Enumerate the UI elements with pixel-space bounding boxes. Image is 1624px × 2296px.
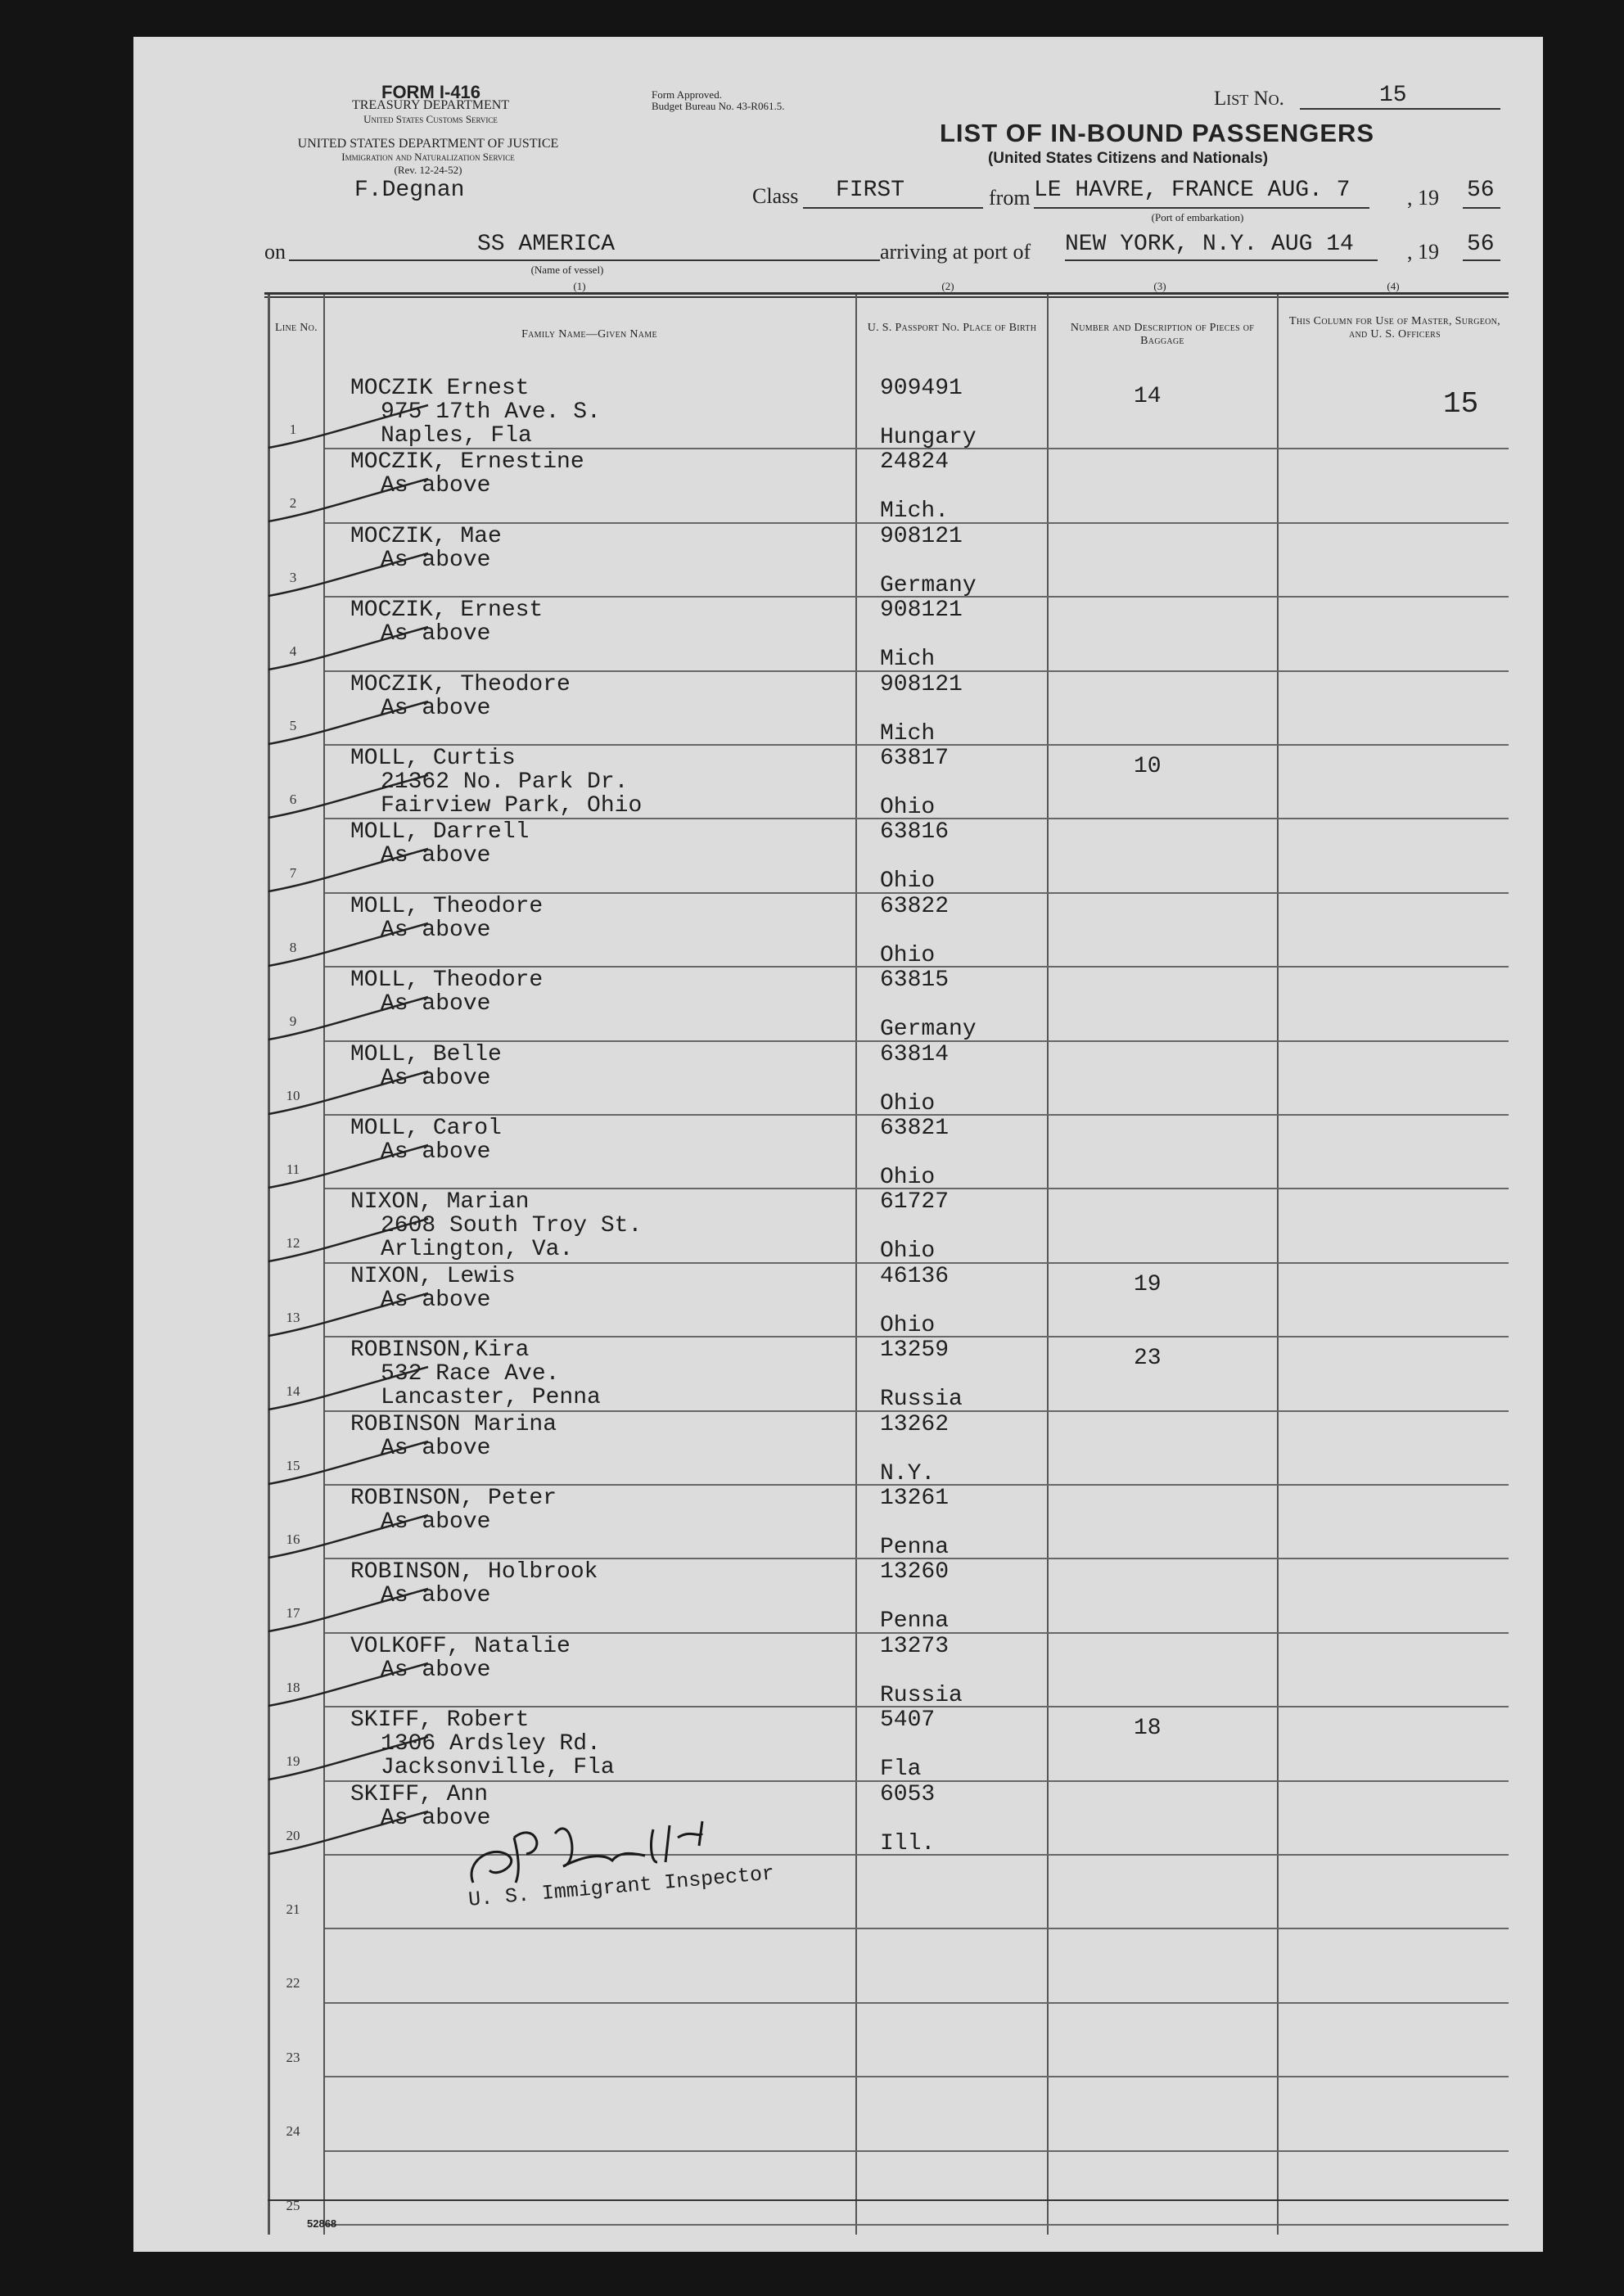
- line-number: 25: [286, 2197, 300, 2213]
- check-mark-icon: [264, 695, 436, 752]
- passenger-address-2: Naples, Fla: [381, 423, 532, 449]
- form-title: LIST OF IN-BOUND PASSENGERS: [940, 119, 1375, 147]
- line-number: 9: [289, 1013, 297, 1030]
- passenger-address-2: Fairview Park, Ohio: [381, 793, 643, 819]
- check-mark-icon: [264, 1212, 436, 1270]
- col-header-passport: U. S. Passport No. Place of Birth: [867, 322, 1037, 334]
- class-label: Class: [752, 184, 799, 208]
- form-revision: (Rev. 12-24-52): [394, 164, 462, 176]
- passport-number: 63822: [880, 893, 950, 919]
- check-mark-icon: [264, 1287, 436, 1344]
- check-mark-icon: [264, 1730, 436, 1788]
- passenger-address-2: Lancaster, Penna: [381, 1385, 601, 1411]
- passenger-name: MOCZIK, Ernestine: [350, 449, 584, 476]
- passenger-name: VOLKOFF, Natalie: [350, 1633, 571, 1659]
- check-mark-icon: [264, 1139, 436, 1196]
- baggage-count: 10: [1134, 754, 1162, 779]
- passenger-address-1: As above: [381, 1287, 491, 1313]
- passport-number: 909491: [880, 376, 963, 401]
- arrival-year-prefix: , 19: [1407, 240, 1439, 264]
- form-page: [133, 37, 1543, 2252]
- line-number: 13: [286, 1309, 300, 1325]
- row-divider: [325, 2224, 1509, 2226]
- check-mark-icon: [264, 1360, 436, 1418]
- place-of-birth: Russia: [880, 1682, 963, 1708]
- row-divider: [325, 1928, 1509, 1929]
- passenger-address-1: As above: [381, 547, 491, 573]
- on-label: on: [264, 240, 286, 264]
- from-label: from: [989, 186, 1031, 210]
- passenger-name: NIXON, Lewis: [350, 1263, 516, 1289]
- passport-number: 63817: [880, 746, 950, 771]
- passenger-name: SKIFF, Ann: [350, 1781, 489, 1807]
- line-number: 4: [289, 643, 297, 660]
- place-of-birth: Mich.: [880, 498, 950, 525]
- check-mark-icon: [264, 1657, 436, 1714]
- place-of-birth: Ill.: [880, 1830, 936, 1856]
- check-mark-icon: [264, 990, 436, 1048]
- passport-number: 61727: [880, 1189, 950, 1216]
- col-num-3: (3): [1153, 280, 1166, 292]
- vessel-caption: (Name of vessel): [530, 264, 604, 276]
- arrival-year: 56: [1467, 232, 1495, 257]
- list-number: 15: [1379, 83, 1407, 108]
- line-number: 19: [286, 1753, 300, 1770]
- officer-mark: 15: [1443, 387, 1479, 421]
- check-mark-icon: [264, 769, 436, 826]
- passenger-address-1: As above: [381, 1435, 491, 1461]
- check-mark-icon: [264, 1435, 436, 1492]
- place-of-birth: Ohio: [880, 795, 936, 820]
- embarkation-port: LE HAVRE, FRANCE AUG. 7: [1034, 178, 1351, 203]
- form-subtitle: (United States Citizens and Nationals): [987, 150, 1269, 167]
- passport-number: 908121: [880, 671, 963, 697]
- passenger-address-1: As above: [381, 1139, 491, 1165]
- passport-number: 46136: [880, 1263, 950, 1289]
- passenger-name: SKIFF, Robert: [350, 1707, 530, 1734]
- check-mark-icon: [264, 547, 436, 604]
- arriving-label: arriving at port of: [880, 240, 1031, 264]
- passenger-address-1: As above: [381, 1805, 491, 1831]
- check-mark-icon: [264, 842, 436, 900]
- passenger-address-2: Arlington, Va.: [381, 1237, 574, 1263]
- vessel-name: SS AMERICA: [477, 232, 616, 257]
- line-number: 16: [286, 1531, 300, 1547]
- passenger-name: MOCZIK Ernest: [350, 376, 530, 401]
- row-divider: [325, 2076, 1509, 2077]
- passport-number: 908121: [880, 523, 963, 549]
- line-number: 10: [286, 1087, 300, 1103]
- passenger-address-1: 2608 South Troy St.: [381, 1213, 643, 1239]
- passport-number: 6053: [880, 1781, 936, 1807]
- port-embark-caption: (Port of embarkation): [1151, 211, 1244, 223]
- place-of-birth: Mich: [880, 720, 936, 747]
- check-mark-icon: [264, 1065, 436, 1122]
- passenger-name: MOLL, Carol: [350, 1116, 502, 1141]
- passport-number: 5407: [880, 1707, 936, 1734]
- col-num-4: (4): [1387, 280, 1400, 292]
- baggage-count: 14: [1134, 384, 1162, 409]
- line-number: 20: [286, 1827, 300, 1843]
- approval-line-2: Budget Bureau No. 43-R061.5.: [652, 100, 785, 112]
- passenger-address-1: 975 17th Ave. S.: [381, 399, 601, 425]
- place-of-birth: Ohio: [880, 1312, 936, 1338]
- line-number: 24: [286, 2123, 300, 2140]
- agency-line-4: Immigration and Naturalization Service: [341, 151, 515, 163]
- from-year: 56: [1467, 178, 1495, 203]
- col-num-1: (1): [573, 280, 586, 292]
- passenger-name: ROBINSON, Peter: [350, 1486, 557, 1511]
- footer-code: 52868: [307, 2217, 337, 2230]
- passport-number: 13261: [880, 1486, 950, 1511]
- line-number: 6: [289, 792, 297, 807]
- passport-number: 63814: [880, 1041, 950, 1067]
- row-divider: [325, 2150, 1509, 2152]
- agency-line-1: TREASURY DEPARTMENT: [351, 98, 510, 112]
- place-of-birth: Ohio: [880, 868, 936, 895]
- col-header-officers: This Column for Use of Master, Surgeon, and U. S. Officers: [1289, 315, 1500, 341]
- check-mark-icon: [264, 917, 436, 974]
- passport-number: 908121: [880, 598, 963, 624]
- place-of-birth: Penna: [880, 1535, 950, 1560]
- passport-number: 63815: [880, 968, 950, 994]
- passenger-name: MOLL, Darrell: [350, 819, 530, 846]
- passenger-name: MOCZIK, Mae: [350, 523, 502, 549]
- form-number: FORM I-416: [381, 82, 481, 102]
- passenger-address-1: As above: [381, 1583, 491, 1609]
- line-number: 2: [289, 495, 297, 512]
- baggage-count: 18: [1134, 1716, 1162, 1742]
- passport-number: 13273: [880, 1633, 950, 1659]
- passport-number: 13259: [880, 1337, 950, 1364]
- row-divider: [325, 2002, 1509, 2004]
- baggage-count: 19: [1134, 1271, 1162, 1297]
- passenger-table: [133, 37, 1543, 2252]
- passenger-name: MOLL, Curtis: [350, 746, 516, 771]
- passport-number: 24824: [880, 449, 950, 476]
- passenger-name: MOLL, Belle: [350, 1041, 502, 1067]
- check-mark-icon: [264, 472, 436, 530]
- class-value: FIRST: [836, 178, 905, 203]
- agency-line-2: United States Customs Service: [363, 113, 498, 125]
- line-number: 1: [289, 422, 297, 437]
- line-number: 8: [289, 939, 297, 955]
- check-mark-icon: [264, 1805, 436, 1862]
- passenger-name: ROBINSON Marina: [350, 1411, 557, 1437]
- from-year-prefix: , 19: [1407, 186, 1439, 210]
- place-of-birth: Fla: [880, 1757, 922, 1783]
- passenger-address-1: As above: [381, 695, 491, 721]
- place-of-birth: Ohio: [880, 1090, 936, 1116]
- passenger-name: NIXON, Marian: [350, 1189, 530, 1216]
- place-of-birth: Germany: [880, 1017, 977, 1043]
- check-mark-icon: [264, 620, 436, 678]
- passport-number: 63821: [880, 1116, 950, 1141]
- passenger-name: ROBINSON, Holbrook: [350, 1559, 598, 1586]
- place-of-birth: Russia: [880, 1387, 963, 1413]
- line-number: 21: [286, 1901, 300, 1917]
- passenger-address-1: As above: [381, 473, 491, 499]
- passport-number: 13262: [880, 1411, 950, 1437]
- passport-number: 13260: [880, 1559, 950, 1586]
- col-header-name: Family Name—Given Name: [521, 328, 657, 341]
- passenger-address-1: 1306 Ardsley Rd.: [381, 1731, 601, 1757]
- place-of-birth: Mich: [880, 647, 936, 673]
- passenger-address-1: As above: [381, 1065, 491, 1091]
- check-mark-icon: [264, 399, 436, 456]
- passenger-address-1: As above: [381, 917, 491, 943]
- line-number: 3: [289, 569, 297, 585]
- agency-line-3: UNITED STATES DEPARTMENT OF JUSTICE: [297, 137, 559, 151]
- passenger-address-1: As above: [381, 843, 491, 869]
- line-number: 17: [286, 1605, 300, 1622]
- passenger-address-1: As above: [381, 1657, 491, 1683]
- passenger-address-1: 21362 No. Park Dr.: [381, 769, 629, 795]
- line-number: 12: [286, 1235, 300, 1252]
- list-no-label: List No.: [1214, 88, 1284, 110]
- inspector-title: U. S. Immigrant Inspector: [467, 1861, 776, 1912]
- line-number: 15: [286, 1457, 300, 1473]
- passenger-name: MOCZIK, Ernest: [350, 598, 544, 624]
- passenger-address-2: Jacksonville, Fla: [381, 1755, 615, 1781]
- line-number: 7: [289, 865, 297, 882]
- passenger-name: MOLL, Theodore: [350, 968, 544, 994]
- passenger-address-1: As above: [381, 1509, 491, 1535]
- line-number: 14: [286, 1383, 300, 1400]
- passenger-address-1: As above: [381, 621, 491, 647]
- line-number: 18: [286, 1679, 300, 1695]
- line-number: 5: [289, 717, 297, 733]
- passenger-name: MOLL, Theodore: [350, 893, 544, 919]
- col-header-baggage: Number and Description of Pieces of Baggage: [1070, 322, 1255, 347]
- passenger-name: ROBINSON,Kira: [350, 1337, 530, 1364]
- passenger-address-1: 532 Race Ave.: [381, 1361, 560, 1387]
- passenger-name: MOCZIK, Theodore: [350, 671, 571, 697]
- approval-line-1: Form Approved.: [652, 88, 722, 101]
- place-of-birth: Germany: [880, 572, 977, 598]
- place-of-birth: Ohio: [880, 942, 936, 968]
- place-of-birth: N.Y.: [880, 1460, 936, 1486]
- check-mark-icon: [264, 1582, 436, 1640]
- check-mark-icon: [264, 1509, 436, 1566]
- line-number: 11: [286, 1162, 300, 1177]
- col-header-line: Line No.: [275, 322, 318, 334]
- place-of-birth: Penna: [880, 1608, 950, 1635]
- baggage-count: 23: [1134, 1346, 1162, 1372]
- preparer-name: F.Degnan: [354, 178, 465, 203]
- place-of-birth: Hungary: [880, 425, 977, 450]
- passenger-address-1: As above: [381, 991, 491, 1017]
- passport-number: 63816: [880, 819, 950, 846]
- line-number: 23: [286, 2049, 300, 2065]
- place-of-birth: Ohio: [880, 1165, 936, 1190]
- col-num-2: (2): [941, 280, 954, 292]
- place-of-birth: Ohio: [880, 1238, 936, 1265]
- line-number: 22: [286, 1975, 300, 1992]
- arrival-port: NEW YORK, N.Y. AUG 14: [1065, 232, 1354, 257]
